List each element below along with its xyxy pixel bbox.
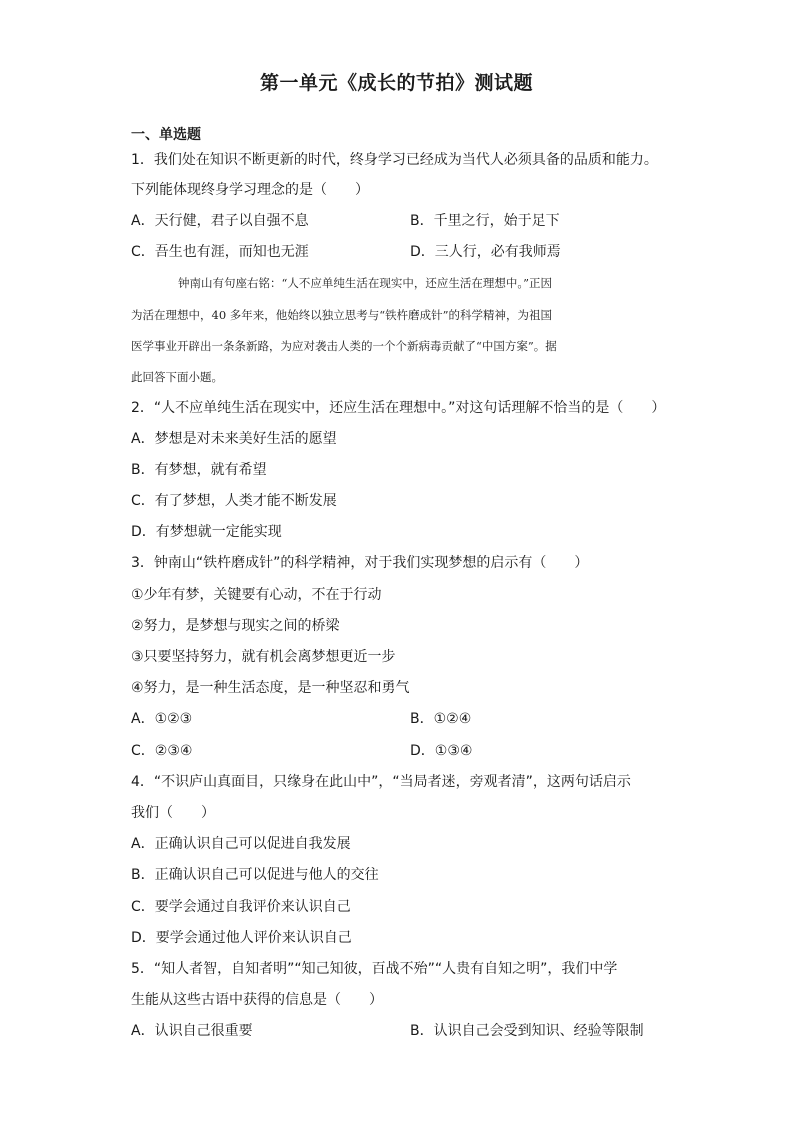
question-4-option-c: C．要学会通过自我评价来认识自己 xyxy=(131,899,351,915)
question-1-option-a: A．天行健，君子以自强不息 xyxy=(131,213,309,229)
passage-line-2: 为活在理想中，40 多年来，他始终以独立思考与“铁杵磨成针”的科学精神，为祖国 xyxy=(131,308,553,322)
page-title: 第一单元《成长的节拍》测试题 xyxy=(259,72,533,94)
question-2-option-d: D．有梦想就一定能实现 xyxy=(131,524,282,540)
passage-line-1: 钟南山有句座右铭：“人不应单纯生活在现实中，还应生活在理想中。”正因 xyxy=(178,276,553,290)
question-3-option-d: D．①③④ xyxy=(410,743,473,759)
question-5-option-a: A．认识自己很重要 xyxy=(131,1023,253,1039)
question-2-option-a: A．梦想是对未来美好生活的愿望 xyxy=(131,431,337,447)
question-1-option-b: B．千里之行，始于足下 xyxy=(410,213,560,229)
question-3-option-b: B．①②④ xyxy=(410,711,472,727)
question-1-stem-line-2: 下列能体现终身学习理念的是（ ） xyxy=(131,182,369,198)
question-4-option-b: B．正确认识自己可以促进与他人的交往 xyxy=(131,867,379,883)
question-4-stem-line-2: 我们（ ） xyxy=(131,805,215,821)
passage-line-4: 此回答下面小题。 xyxy=(131,370,223,384)
question-5-stem-line-1: 5．“知人者智，自知者明”“知己知彼，百战不殆”“人贵有自知之明”，我们中学 xyxy=(131,961,618,977)
question-3-stem: 3．钟南山“铁杵磨成针”的科学精神，对于我们实现梦想的启示有（ ） xyxy=(131,555,589,571)
question-4-option-d: D．要学会通过他人评价来认识自己 xyxy=(131,930,352,946)
question-2-option-c: C．有了梦想，人类才能不断发展 xyxy=(131,493,337,509)
question-4-option-a: A．正确认识自己可以促进自我发展 xyxy=(131,836,351,852)
question-1-option-d: D．三人行，必有我师焉 xyxy=(410,244,561,260)
question-1-stem-line-1: 1．我们处在知识不断更新的时代，终身学习已经成为当代人必须具备的品质和能力。 xyxy=(131,152,658,168)
question-2-stem: 2．“人不应单纯生活在现实中，还应生活在理想中。”对这句话理解不恰当的是（ ） xyxy=(131,400,666,416)
passage-line-3: 医学事业开辟出一条条新路，为应对袭击人类的一个个新病毒贡献了“中国方案”。据 xyxy=(131,339,557,353)
question-3-option-a: A．①②③ xyxy=(131,711,193,727)
question-3-statement-4: ④努力，是一种生活态度，是一种坚忍和勇气 xyxy=(131,680,410,696)
question-2-option-b: B．有梦想，就有希望 xyxy=(131,462,267,478)
question-4-stem-line-1: 4．“不识庐山真面目，只缘身在此山中”，“当局者迷，旁观者清”，这两句话启示 xyxy=(131,774,631,790)
section-heading: 一、单选题 xyxy=(131,127,201,143)
question-3-statement-1: ①少年有梦，关键要有心动，不在于行动 xyxy=(131,587,382,603)
question-3-statement-2: ②努力，是梦想与现实之间的桥梁 xyxy=(131,618,340,634)
question-5-option-b: B．认识自己会受到知识、经验等限制 xyxy=(410,1023,644,1039)
question-5-stem-line-2: 生能从这些古语中获得的信息是（ ） xyxy=(131,992,383,1008)
question-3-option-c: C．②③④ xyxy=(131,743,193,759)
question-1-option-c: C．吾生也有涯，而知也无涯 xyxy=(131,244,309,260)
question-3-statement-3: ③只要坚持努力，就有机会离梦想更近一步 xyxy=(131,649,396,665)
